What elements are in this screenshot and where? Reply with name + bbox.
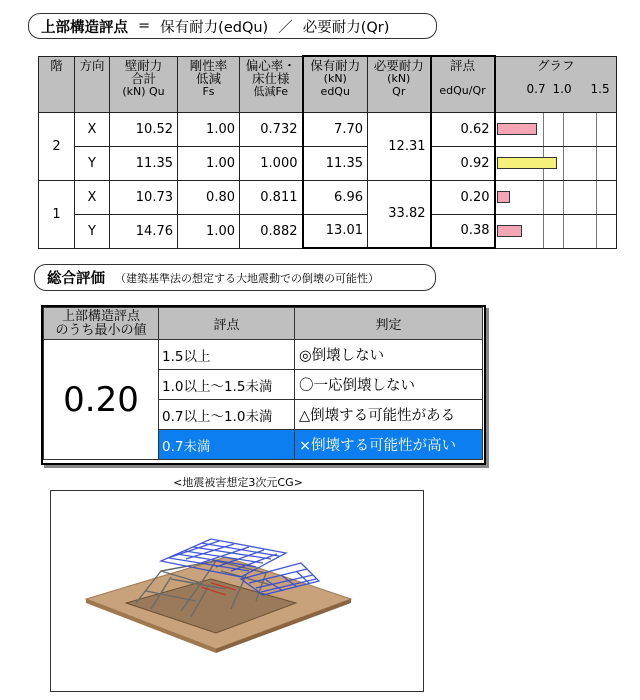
score-bar [497,225,522,237]
edqu-cell: 13.01 [303,214,368,248]
summary-title: 総合評価 [47,271,105,287]
fe-cell: 0.882 [240,214,303,248]
floor-1-label: 1 [39,180,75,248]
graph-gridline [543,181,544,214]
graph-gridline [563,113,564,146]
graph-cell [495,112,617,146]
min-score-header-l1: 上部構造評点 [61,308,140,324]
header-fe [240,56,303,112]
score-cell: 0.62 [431,112,495,146]
score-bar [497,157,558,169]
judgement-cell: △倒壊する可能性がある [295,400,483,430]
score-cell: 0.92 [431,146,495,180]
structure-score-title [28,13,437,39]
header-wall-l1: 壁耐力 [124,57,163,73]
graph-tick-0.7: 0.7 [526,81,546,96]
header-qr-l3: Qr [392,85,406,98]
graph-gridline [563,147,564,180]
title-eq: = [138,18,151,34]
earthquake-damage-3d-image [50,490,424,692]
cg-caption: <地震被害想定3次元CG> [173,476,303,489]
fe-cell: 0.732 [240,112,303,146]
header-wall-strength [110,56,178,112]
header-edqu-l3: edQu [320,85,350,98]
qr-cell: 12.31 [368,112,431,180]
header-fe-l3: 低減Fe [253,84,288,98]
header-direction: 方向 [75,56,110,112]
title-part2: 保有耐力(edQu) [160,19,269,36]
header-wall-l2: 合計 [130,70,156,86]
min-score-header-l2: のうち最小の値 [55,322,147,338]
graph-tick-1.5: 1.5 [590,81,610,96]
qu-cell: 14.76 [110,214,178,248]
qu-cell: 11.35 [110,146,178,180]
range-cell: 0.7以上～1.0未満 [159,400,295,430]
graph-gridline [543,215,544,248]
judgement-cell: ×倒壊する可能性が高い [295,430,483,460]
fs-cell: 1.00 [178,146,240,180]
header-fs-l2: 低減 [195,70,221,86]
header-fe-l2: 床仕様 [251,70,290,86]
header-qr-l1: 必要耐力 [373,58,424,73]
graph-cell [495,180,617,214]
header-edqu-l1: 保有耐力 [310,58,361,73]
edqu-cell: 6.96 [303,180,368,214]
dir-cell: Y [75,146,110,180]
graph-gridline [596,113,597,146]
judgement-header: 判定 [295,308,483,340]
fe-cell: 1.000 [240,146,303,180]
dir-cell: X [75,112,110,146]
dir-cell: X [75,180,110,214]
header-fe-l1: 偏心率・ [245,57,296,73]
header-wall-l3: (kN) Qu [122,84,165,98]
header-fs-l1: 剛性率 [189,57,228,73]
edqu-cell: 11.35 [303,146,368,180]
graph-gridline [596,215,597,248]
score-bar [497,191,510,203]
title-slash: ／ [278,19,293,36]
graph-tick-1.0: 1.0 [552,81,572,96]
header-score [431,56,495,112]
header-score-l1: 評点 [449,58,475,73]
judgement-cell: ◎倒壊しない [295,340,483,370]
table-row [39,180,617,214]
qu-cell: 10.52 [110,112,178,146]
fs-cell: 1.00 [178,112,240,146]
score-range-header: 評点 [159,308,295,340]
min-score-value: 0.20 [44,340,159,460]
score-cell: 0.38 [431,214,495,248]
min-score-header [44,308,159,340]
dir-cell: Y [75,214,110,248]
floor-2-label: 2 [39,112,75,180]
score-cell: 0.20 [431,180,495,214]
overall-evaluation-title [34,264,436,291]
fe-cell: 0.811 [240,180,303,214]
header-graph [495,56,617,112]
header-qr [368,56,431,112]
fs-cell: 0.80 [178,180,240,214]
fs-cell: 1.00 [178,214,240,248]
range-cell: 0.7未満 [159,430,295,460]
table-row [39,214,617,248]
header-fs-l3: Fs [202,84,215,98]
title-part1: 上部構造評点 [41,19,128,36]
header-fs [178,56,240,112]
edqu-cell: 7.70 [303,112,368,146]
header-qr-l2: (kN) [387,72,411,85]
graph-cell [495,214,617,248]
evaluation-row [44,340,483,370]
range-cell: 1.0以上～1.5未満 [159,370,295,400]
table-row [39,112,617,146]
evaluation-table [43,307,483,460]
structure-score-table [38,55,617,249]
table-row [39,146,617,180]
graph-gridline [563,215,564,248]
graph-gridline [596,181,597,214]
summary-note: （建築基準法の想定する大地震動での倒壊の可能性） [115,271,379,285]
qu-cell: 10.73 [110,180,178,214]
header-graph-label: グラフ [536,57,575,73]
header-edqu-l2: (kN) [323,72,347,85]
header-floor: 階 [39,56,75,112]
header-score-l2: edQu/Qr [439,84,486,97]
graph-cell [495,146,617,180]
judgement-cell: 〇一応倒壊しない [295,370,483,400]
title-part3: 必要耐力(Qr) [302,19,390,36]
graph-gridline [543,113,544,146]
collapsed-house-illustration [51,491,423,691]
score-bar [497,123,538,135]
graph-gridline [563,181,564,214]
graph-gridline [596,147,597,180]
header-edqu [303,56,368,112]
range-cell: 1.5以上 [159,340,295,370]
qr-cell: 33.82 [368,180,431,248]
